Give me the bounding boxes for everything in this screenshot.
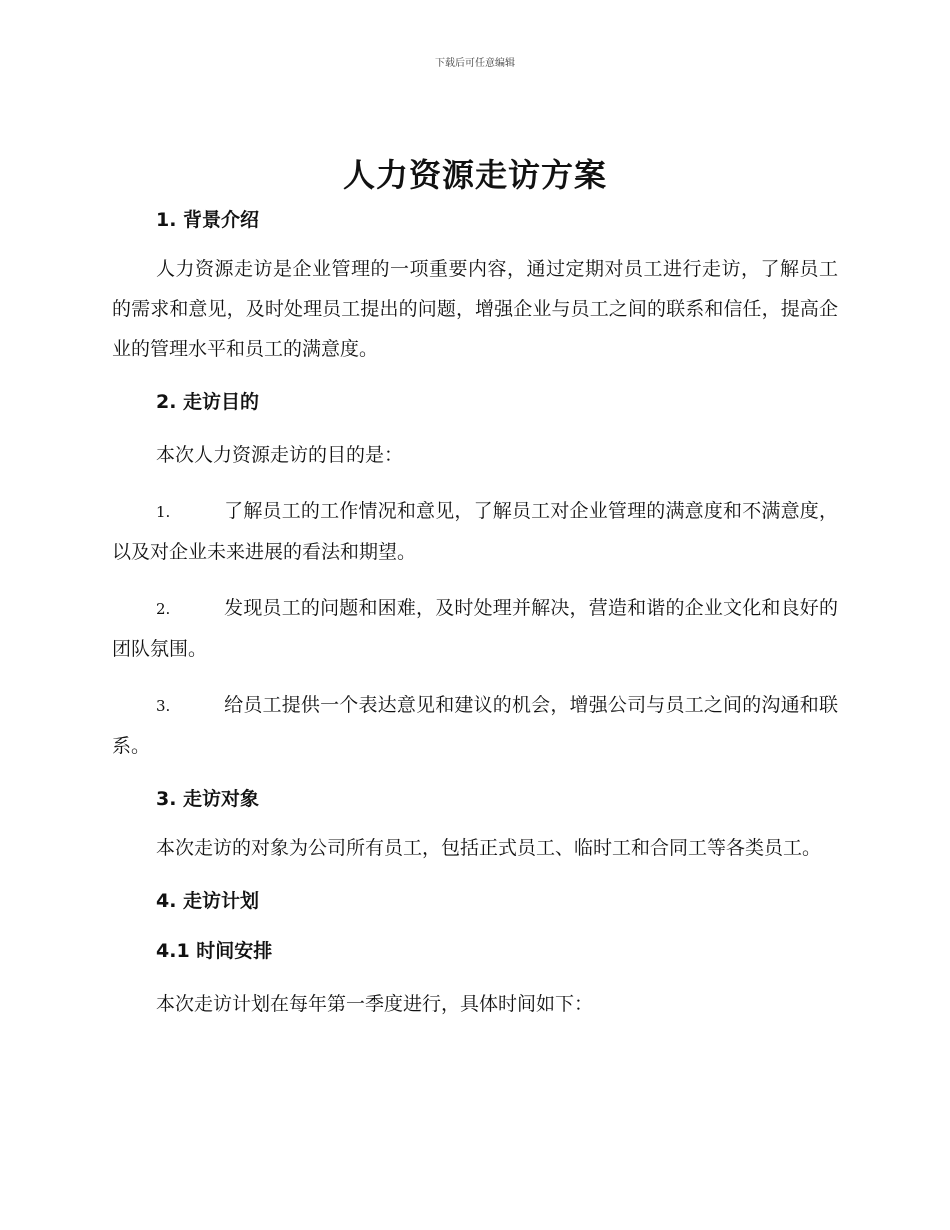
list-item	[112, 685, 838, 766]
purpose-intro: 本次人力资源走访的目的是：	[156, 444, 404, 466]
list-item	[112, 491, 838, 572]
header-note: 下载后可任意编辑	[435, 58, 515, 69]
document-body	[112, 203, 838, 1024]
list-item	[112, 588, 838, 669]
list-text: 发现员工的问题和困难，及时处理并解决，营造和谐的企业文化和良好的团队氛围。	[112, 597, 838, 660]
list-number: 2.	[156, 600, 171, 618]
list-text: 给员工提供一个表达意见和建议的机会，增强公司与员工之间的沟通和联系。	[112, 694, 838, 757]
section-heading-background: 1. 背景介绍	[156, 209, 260, 231]
schedule-paragraph: 本次走访计划在每年第一季度进行，具体时间如下：	[156, 993, 594, 1015]
section-heading-purpose: 2. 走访目的	[156, 391, 260, 413]
subsection-heading-schedule: 4.1 时间安排	[156, 940, 273, 962]
list-number: 3.	[156, 697, 171, 715]
background-paragraph: 人力资源走访是企业管理的一项重要内容，通过定期对员工进行走访，了解员工的需求和意见，及时处理员工提出的问题，增强企业与员工之间的联系和信任，提高企业的管理水平和员工的满意度。	[112, 258, 838, 360]
list-number: 1.	[156, 503, 171, 521]
section-heading-target: 3. 走访对象	[156, 788, 260, 810]
document-title: 人力资源走访方案	[342, 156, 607, 194]
section-heading-plan: 4. 走访计划	[156, 890, 260, 912]
target-paragraph: 本次走访的对象为公司所有员工，包括正式员工、临时工和合同工等各类员工。	[156, 837, 822, 859]
list-text: 了解员工的工作情况和意见，了解员工对企业管理的满意度和不满意度，以及对企业未来进展的看法和期望。	[112, 500, 838, 563]
